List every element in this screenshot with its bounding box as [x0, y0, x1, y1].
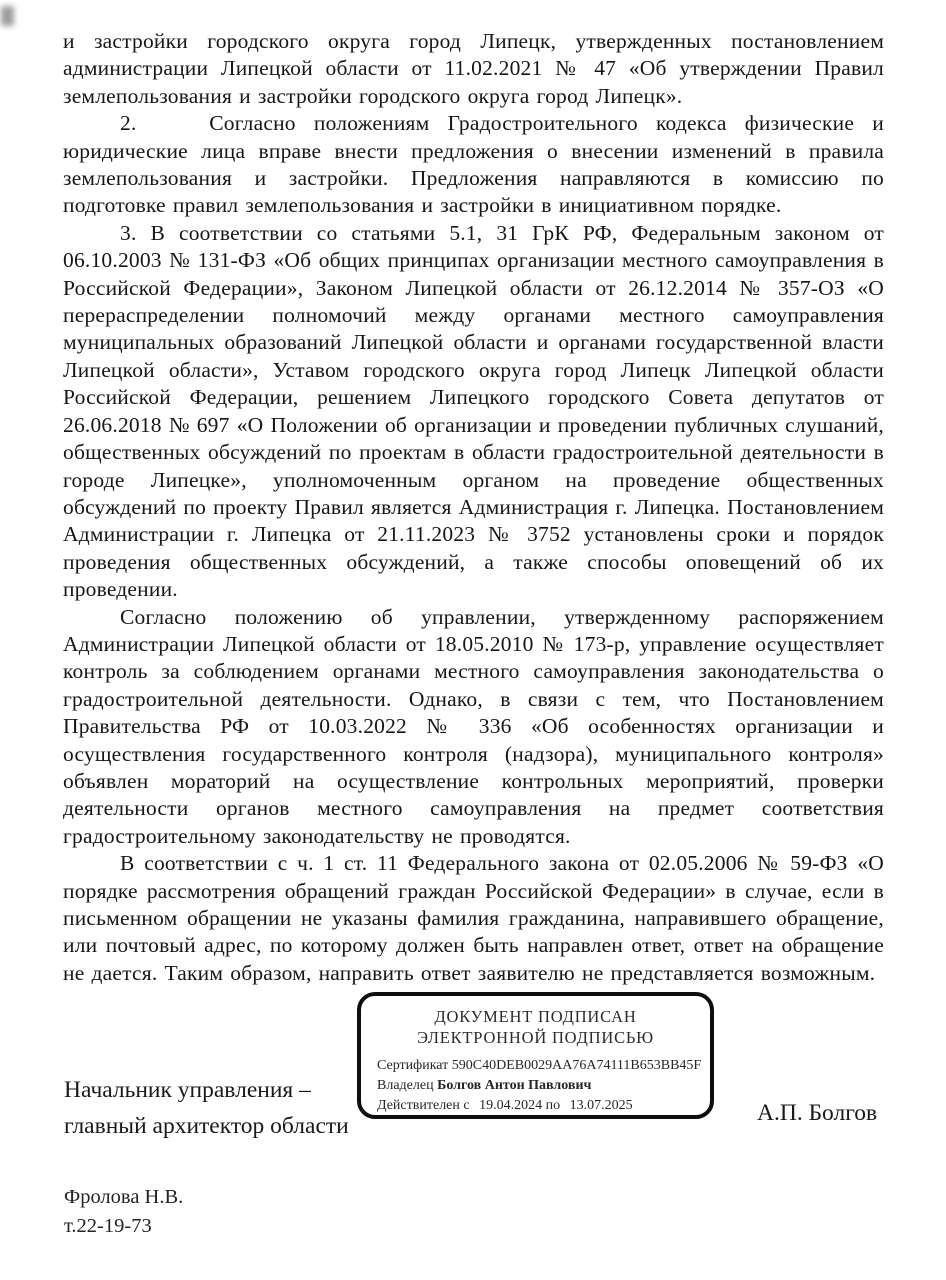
- certificate-label: Сертификат: [377, 1058, 449, 1073]
- executor-phone: т.22-19-73: [64, 1214, 152, 1237]
- scan-artifact-smudge: [1, 6, 14, 26]
- validity-to-date: 13.07.2025: [569, 1098, 633, 1113]
- stamp-certificate-line: [377, 1056, 710, 1076]
- body-paragraph: 3. В соответствии со статьями 5.1, 31 ГрК РФ, Федеральным законом от 06.10.2003 № 131-ФЗ «Об общих принципах организации местного самоуправления в Российской Федерации», Законом Липецкой области от 26.12.2014 № 357-ОЗ «О перераспределении полномочий между органами местного самоуправления муниципальных образований Липецкой области и органами государственной власти Липецкой области», Уставом городского округа город Липецк Липецкой области Российской Федерации, решением Липецкого городского Совета депутатов от 26.06.2018 № 697 «О Положении об организации и проведении публичных слушаний, общественных обсуждений по проектам в области градостроительной деятельности в городе Липецке», уполномоченным органом на проведение общественных обсуждений по проекту Правил является Администрация г. Липецка. Постановлением Администрации г. Липецка от 21.11.2023 № 3752 установлены сроки и порядок проведения общественных обсуждений, а также способы оповещений об их проведении.: [63, 220, 884, 602]
- executor-name: Фролова Н.В.: [64, 1186, 184, 1208]
- stamp-owner-line: [377, 1076, 710, 1096]
- stamp-title: [361, 1007, 710, 1048]
- stamp-title-line1: ДОКУМЕНТ ПОДПИСАН: [434, 1007, 637, 1026]
- validity-label: Действителен с: [377, 1098, 470, 1113]
- executor-block: [64, 1183, 183, 1240]
- body-paragraph: Согласно положению об управлении, утвержденному распоряжением Администрации Липецкой области от 18.05.2010 № 173-р, управление осуществляет контроль за соблюдением органами местного самоуправления законодательства о градостроительной деятельности. Однако, в связи с тем, что Постановлением Правительства РФ от 10.03.2022 № 336 «Об особенностях организации и осуществления государственного контроля (надзора), муниципального контроля» объявлен мораторий на осуществление контрольных мероприятий, проверки деятельности органов местного самоуправления на предмет соответствия градостроительному законодательству не проводятся.: [63, 604, 884, 848]
- signer-position-line1: Начальник управления –: [64, 1077, 311, 1103]
- electronic-signature-stamp: [357, 992, 714, 1119]
- signer-position: [64, 1072, 349, 1144]
- stamp-details: [361, 1056, 710, 1116]
- body-paragraph: 2. Согласно положениям Градостроительного кодекса физические и юридические лица вправе внести предложения о внесении изменений в правила землепользования и застройки. Предложения направляются в комиссию по подготовке правил землепользования и застройки в инициативном порядке.: [63, 111, 884, 218]
- body-paragraph: и застройки городского округа город Липецк, утвержденных постановлением администрации Липецкой области от 11.02.2021 № 47 «Об утверждении Правил землепользования и застройки городского округа город Липецк».: [63, 29, 884, 108]
- body-paragraph: В соответствии с ч. 1 ст. 11 Федерального закона от 02.05.2006 № 59-ФЗ «О порядке рассмотрения обращений граждан Российской Федерации» в случае, если в письменном обращении не указаны фамилия гражданина, направившего обращение, или почтовый адрес, по которому должен быть направлен ответ, ответ на обращение не дается. Таким образом, направить ответ заявителю не представляется возможным.: [63, 851, 884, 985]
- stamp-validity-line: [377, 1096, 710, 1116]
- certificate-value: 590C40DEB0029AA76A74111B653BB45F: [451, 1058, 702, 1073]
- signer-position-line2: главный архитектор области: [64, 1113, 349, 1139]
- validity-to-label: по: [545, 1098, 561, 1113]
- owner-label: Владелец: [377, 1078, 434, 1093]
- owner-name: Болгов Антон Павлович: [437, 1078, 592, 1093]
- validity-from-date: 19.04.2024: [479, 1098, 543, 1113]
- stamp-title-line2: ЭЛЕКТРОННОЙ ПОДПИСЬЮ: [417, 1027, 654, 1047]
- letter-body: [63, 28, 884, 987]
- signer-name: А.П. Болгов: [757, 1100, 878, 1126]
